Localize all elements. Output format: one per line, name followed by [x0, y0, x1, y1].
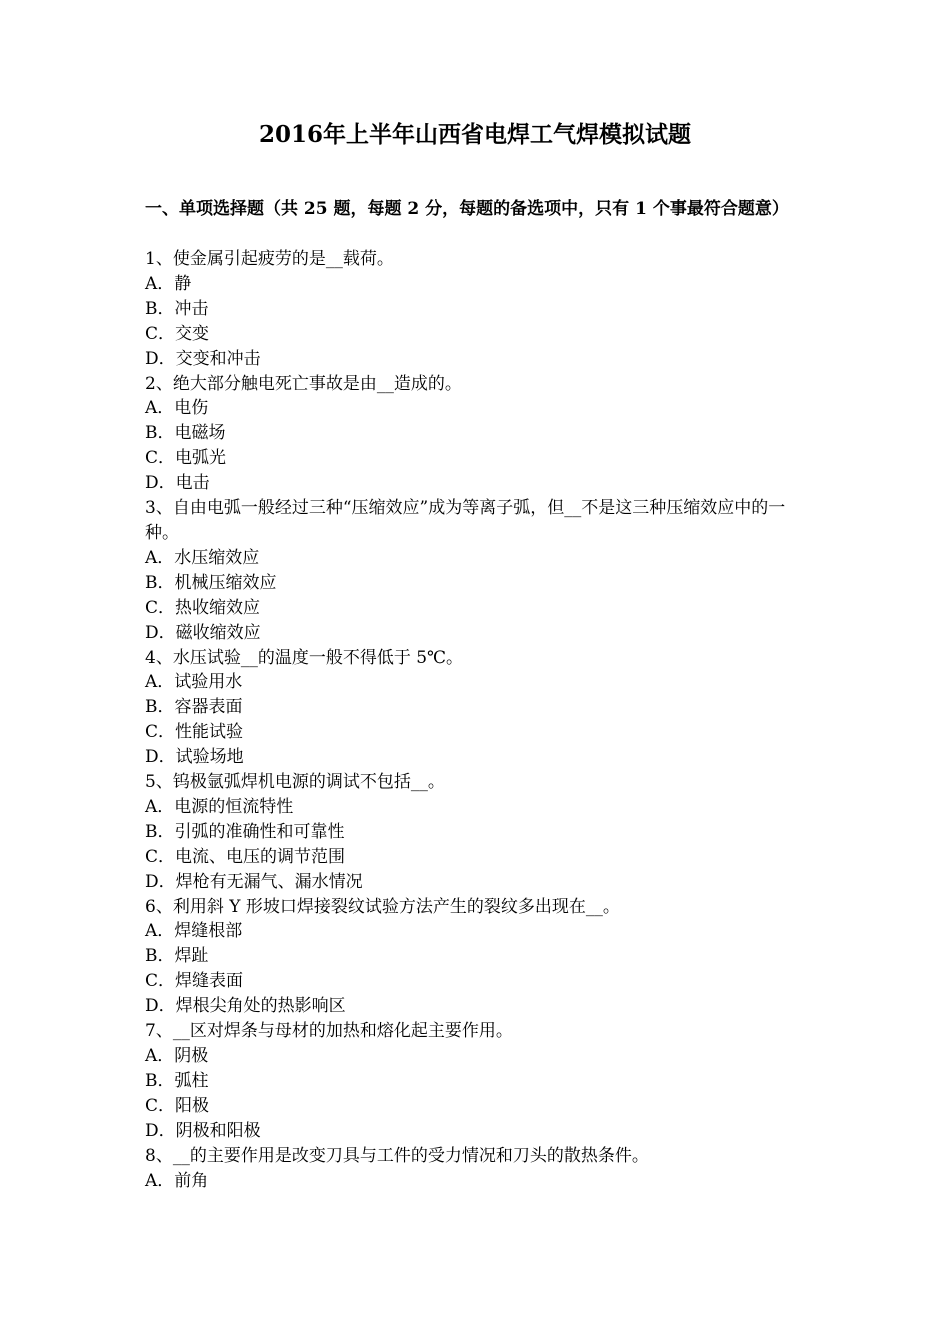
question-block: [145, 770, 810, 895]
question-stem: 8、__的主要作用是改变刀具与工件的受力情况和刀头的散热条件。: [145, 1145, 649, 1166]
answer-option: C．性能试验: [145, 722, 244, 743]
question-block: [145, 646, 810, 771]
answer-option: A．电源的恒流特性: [145, 796, 294, 817]
answer-option: B．冲击: [145, 298, 209, 319]
answer-option: C．电流、电压的调节范围: [145, 846, 346, 867]
question-list: [145, 247, 810, 1193]
question-stem: 3、自由电弧一般经过三种“压缩效应”成为等离子弧，但__不是这三种压缩效应中的一种。: [145, 498, 786, 543]
question-stem: 4、水压试验__的温度一般不得低于 5℃。: [145, 647, 464, 668]
answer-option: C．焊缝表面: [145, 971, 244, 992]
question-stem: 2、绝大部分触电死亡事故是由__造成的。: [145, 373, 462, 394]
answer-option: A．焊缝根部: [145, 921, 243, 942]
question-stem: 7、__区对焊条与母材的加热和熔化起主要作用。: [145, 1021, 513, 1042]
answer-option: B．焊趾: [145, 946, 209, 967]
document-title: 2016年上半年山西省电焊工气焊模拟试题: [258, 121, 691, 148]
answer-option: D．阴极和阳极: [145, 1120, 261, 1141]
answer-option: A．试验用水: [145, 672, 243, 693]
section-heading: 一、单项选择题（共 25 题，每题 2 分，每题的备选项中，只有 1 个事最符合题意）: [145, 199, 789, 219]
answer-option: A．阴极: [145, 1046, 209, 1066]
question-block: [145, 1144, 810, 1194]
question-block: [145, 895, 810, 1020]
answer-option: C．热收缩效应: [145, 597, 261, 618]
answer-option: D．交变和冲击: [145, 348, 261, 369]
answer-option: B．机械压缩效应: [145, 572, 277, 593]
question-stem: 5、钨极氩弧焊机电源的调试不包括__。: [145, 772, 445, 793]
answer-option: B．引弧的准确性和可靠性: [145, 821, 345, 842]
question-block: [145, 247, 810, 372]
answer-option: D．焊枪有无漏气、漏水情况: [145, 871, 363, 892]
answer-option: A．前角: [145, 1170, 209, 1191]
answer-option: A．水压缩效应: [145, 547, 260, 568]
answer-option: C．阳极: [145, 1095, 210, 1116]
question-block: [145, 1019, 810, 1144]
question-block: [145, 372, 810, 497]
question-stem: 6、利用斜 Y 形坡口焊接裂纹试验方法产生的裂纹多出现在__。: [145, 896, 620, 917]
question-block: [145, 496, 810, 645]
answer-option: C．电弧光: [145, 448, 227, 469]
answer-option: C．交变: [145, 323, 210, 344]
answer-option: D．电击: [145, 473, 210, 494]
answer-option: D．焊根尖角处的热影响区: [145, 996, 346, 1017]
answer-option: A．静: [145, 273, 192, 294]
answer-option: A．电伤: [145, 398, 209, 419]
answer-option: D．磁收缩效应: [145, 622, 261, 643]
answer-option: B．容器表面: [145, 697, 243, 718]
answer-option: B．弧柱: [145, 1070, 209, 1091]
answer-option: D．试验场地: [145, 747, 244, 768]
question-stem: 1、使金属引起疲劳的是__载荷。: [145, 249, 394, 269]
answer-option: B．电磁场: [145, 423, 226, 444]
